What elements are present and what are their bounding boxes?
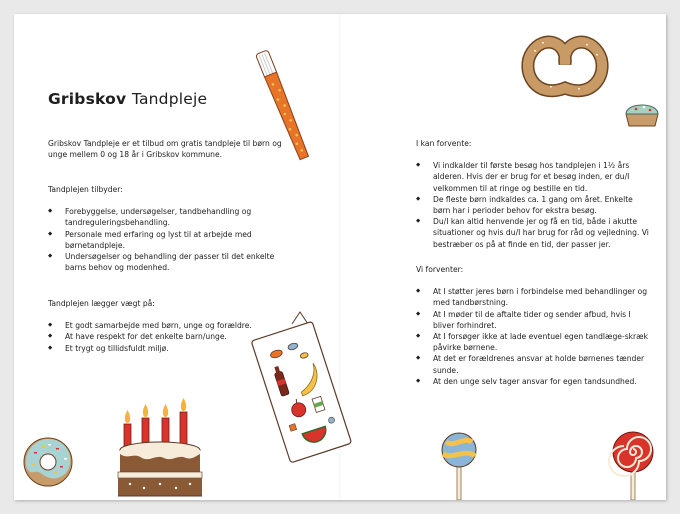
- values-section: [48, 298, 284, 354]
- offers-section: [48, 184, 284, 273]
- expect-list: [416, 160, 652, 250]
- list-item: ◆ At I møder til de aftalte tider og sender afbud, hvis I bliver forhindret.: [416, 309, 652, 331]
- list-item: ◆ At det er forældrenes ansvar at holde børnenes tænder sunde.: [416, 353, 652, 375]
- expect-heading: I kan forvente:: [416, 139, 472, 148]
- list-item: ◆ Forebyggelse, undersøgelser, tandbehandling og tandreguleringsbehandling.: [48, 206, 284, 228]
- intro-text: Gribskov Tandpleje er et tilbud om gratis tandpleje til børn og unge mellem 0 og 18 år i Gribskov kommune.: [48, 139, 282, 160]
- list-item: ◆ Et trygt og tillidsfuldt miljø.: [48, 343, 284, 354]
- list-item: ◆ At I støtter jeres børn i forbindelse med behandlinger og med tandbørstning.: [416, 286, 652, 308]
- list-item: ◆ Du/I kan altid henvende jer og få en tid, både i akutte situationer og hvis du/I har brug for råd og vejledning. Vi bestræber os på at finde en tid, der passer jer.: [416, 216, 652, 250]
- list-item: ◆ Vi indkalder til første besøg hos tandplejen i 1½ års alderen. Hvis der er brug for et besøg inden, er du/I velkommen til at ringe og bestille en tid.: [416, 160, 652, 194]
- values-list: [48, 320, 284, 354]
- expect-section: [416, 138, 652, 250]
- list-item: ◆ De fleste børn indkaldes ca. 1 gang om året. Enkelte børn har i perioder behov for ekstra besøg.: [416, 194, 652, 216]
- list-item: ◆ Et godt samarbejde med børn, unge og forældre.: [48, 320, 284, 331]
- expectations-section: [416, 264, 652, 387]
- food-poster-icon: [250, 308, 354, 468]
- donut-icon: [20, 434, 76, 490]
- toothbrush-icon: [250, 40, 316, 168]
- list-item: ◆ At den unge selv tager ansvar for egen tandsundhed.: [416, 376, 652, 387]
- title-light: Tandpleje: [131, 90, 208, 108]
- pretzel-icon: [520, 30, 610, 100]
- values-heading: Tandplejen lægger vægt på:: [48, 299, 155, 308]
- list-item: ◆ Personale med erfaring og lyst til at arbejde med børnetandpleje.: [48, 229, 284, 251]
- list-item: ◆ Undersøgelser og behandling der passer til det enkelte barns behov og modenhed.: [48, 251, 284, 273]
- brochure-spread: [14, 14, 666, 500]
- expectations-list: [416, 286, 652, 387]
- page-title: [48, 90, 207, 108]
- list-item: ◆ At have respekt for det enkelte barn/unge.: [48, 331, 284, 342]
- birthday-cake-icon: [110, 398, 210, 500]
- intro-section: [48, 138, 284, 160]
- expectations-heading: Vi forventer:: [416, 265, 464, 274]
- muffin-icon: [622, 98, 662, 130]
- offers-list: [48, 206, 284, 273]
- offers-heading: Tandplejen tilbyder:: [48, 185, 123, 194]
- title-bold: Gribskov: [48, 90, 127, 108]
- list-item: ◆ At I forsøger ikke at lade eventuel egen tandlæge-skræk påvirke børnene.: [416, 331, 652, 353]
- lollipop-icon: [438, 430, 666, 500]
